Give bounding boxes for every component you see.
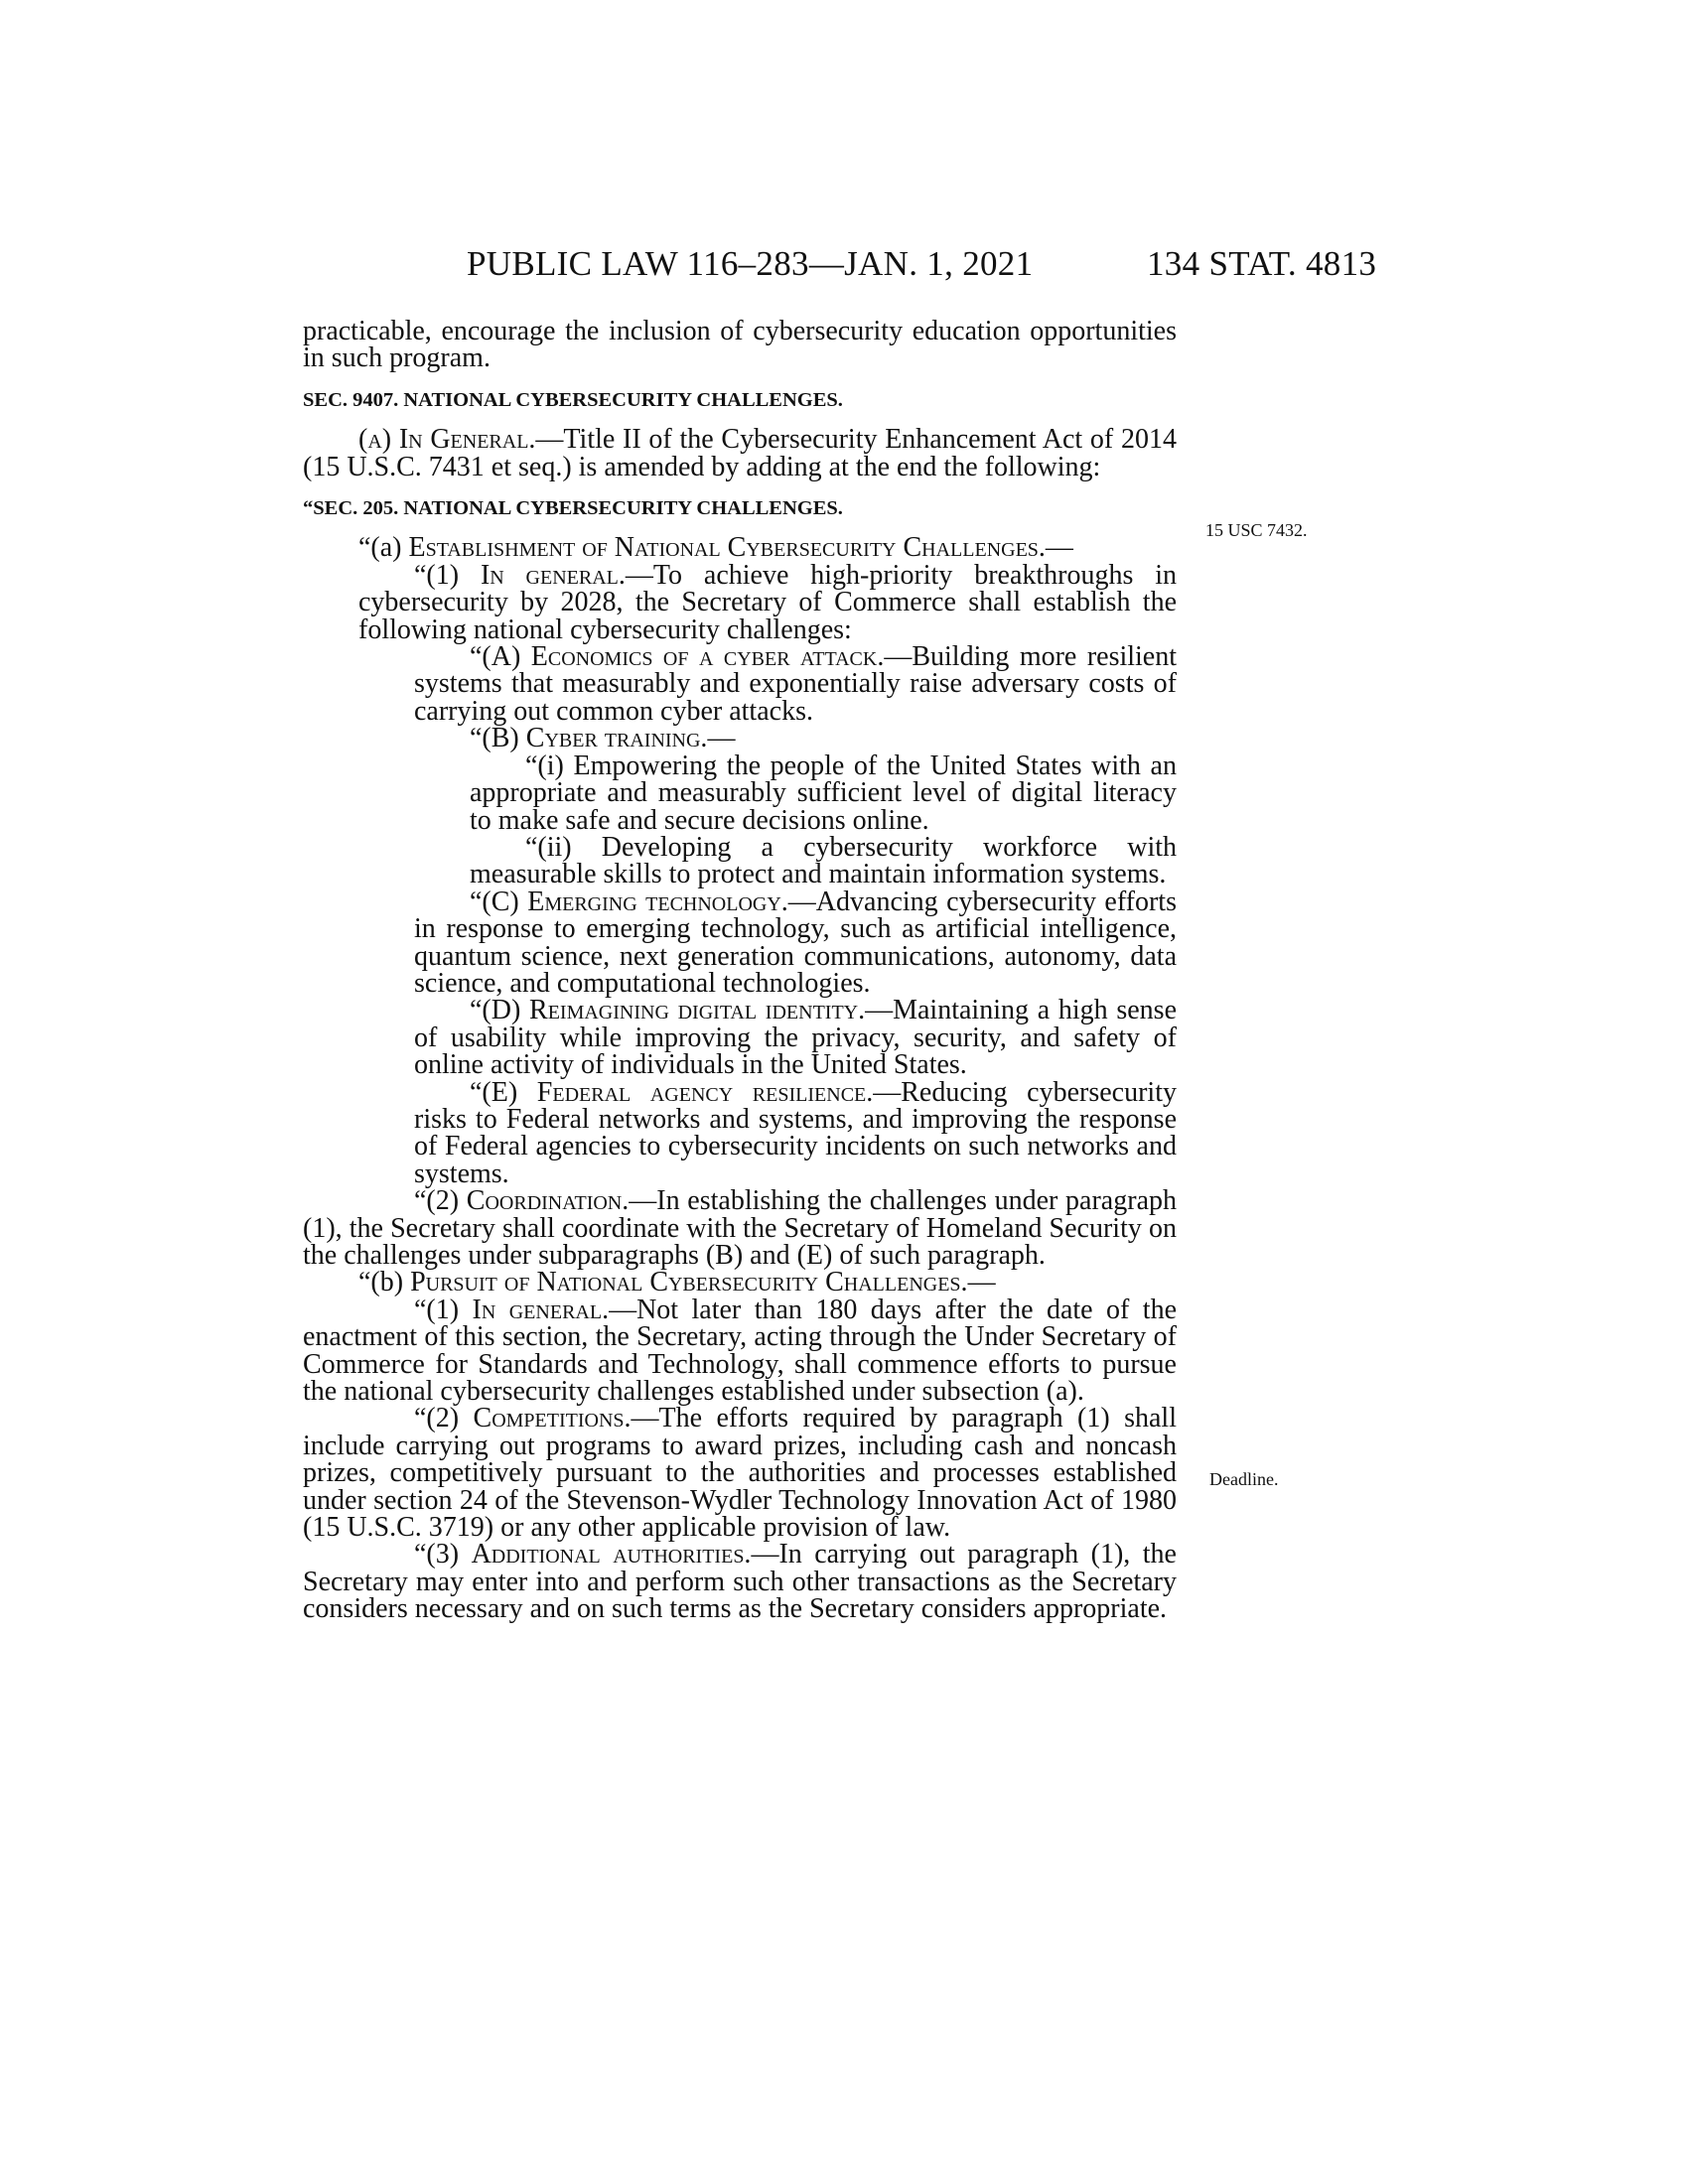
sidenote-usc-citation: 15 USC 7432. (1205, 520, 1308, 540)
subparagraph-B-dash: — (707, 723, 736, 754)
subsection-a (303, 426, 1177, 480)
document-body (303, 318, 1177, 1623)
page-header-law: PUBLIC LAW 116–283—JAN. 1, 2021 (467, 244, 1034, 283)
quoted-subsection-b-number: “(b) (358, 1267, 411, 1298)
paragraph-a-2-text: —In establishing the challenges under paragraph (1), the Secretary shall coordinate with the Secretary of Homeland Security on the challenges under subparagraphs (B) and (E) of such paragraph. (303, 1185, 1177, 1271)
subparagraph-C-number: “(C) (470, 886, 528, 917)
quoted-subsection-b-dash: — (967, 1267, 996, 1298)
section-heading-9407: SEC. 9407. NATIONAL CYBERSECURITY CHALLENGES. (303, 388, 843, 411)
paragraph-b-3-heading: Additional authorities. (471, 1539, 752, 1570)
subparagraph-C (303, 888, 1177, 998)
subparagraph-C-text: —Advancing cybersecurity efforts in response to emerging technology, such as artificial intelligence, quantum science, next generation communications, autonomy, data science, and computational technologies. (414, 886, 1177, 999)
paragraph-b-1-number: “(1) (414, 1294, 473, 1325)
paragraph-b-1-text: —Not later than 180 days after the date of the enactment of this section, the Secretary, acting through the Under Secretary of Commerce for Standards and Technology, shall commence efforts to pursue the national cybersecurity challenges established under subsection (a). (303, 1294, 1178, 1408)
paragraph-b-1 (303, 1294, 1178, 1408)
paragraph-a-2 (303, 1187, 1177, 1269)
paragraph-b-3-number: “(3) (414, 1539, 472, 1570)
subparagraph-D-heading: Reimagining digital identity. (529, 995, 866, 1026)
subparagraph-D-text: —Maintaining a high sense of usability while improving the privacy, security, and safety of online activity of individuals in the United States. (414, 995, 1177, 1081)
subparagraph-B-heading: Cyber training. (525, 723, 708, 754)
clause-B-ii: “(ii) Developing a cybersecurity workforce with measurable skills to protect and maintain information systems. (470, 831, 1177, 890)
subparagraph-A (303, 643, 1177, 725)
section-heading-205: “SEC. 205. NATIONAL CYBERSECURITY CHALLENGES. (303, 497, 843, 520)
quoted-subsection-a-dash: — (1045, 532, 1073, 564)
page-header-stat: 134 STAT. 4813 (1147, 244, 1377, 283)
subsection-a-text: —Title II of the Cybersecurity Enhancement Act of 2014 (15 U.S.C. 7431 et seq.) is amended by adding at the end the following: (303, 424, 1177, 482)
subsection-a-heading: (a) In General. (358, 424, 536, 456)
paragraph-b-3-text: —In carrying out paragraph (1), the Secretary may enter into and perform such other transactions as the Secretary considers necessary and on such terms as the Secretary considers appropriate. (303, 1539, 1177, 1625)
paragraph-b-3 (303, 1539, 1177, 1625)
paragraph-b-2-heading: Competitions. (473, 1403, 632, 1434)
subparagraph-A-text: —Building more resilient systems that measurably and exponentially raise adversary costs of carrying out common cyber attacks. (414, 641, 1178, 727)
clause-B-i: “(i) Empowering the people of the United States with an appropriate and measurably sufficient level of digital literacy to make safe and secure decisions online. (470, 750, 1177, 836)
subparagraph-B-number: “(B) (470, 723, 526, 754)
paragraph-b-1-heading: In general. (472, 1294, 610, 1325)
sidenote-deadline: Deadline. (1209, 1469, 1279, 1489)
paragraph-b-2-number: “(2) (414, 1403, 474, 1434)
paragraph-a-2-number: “(2) (414, 1185, 467, 1217)
quoted-subsection-a (303, 532, 1177, 564)
paragraph-a-1 (303, 559, 1178, 645)
paragraph-intro-continuation: practicable, encourage the inclusion of cybersecurity education opportunities in such program. (303, 316, 1177, 374)
subparagraph-D-number: “(D) (470, 995, 530, 1026)
paragraph-a-2-heading: Coordination. (466, 1185, 630, 1217)
quoted-subsection-a-number: “(a) (358, 532, 409, 564)
paragraph-b-2 (303, 1403, 1177, 1544)
quoted-subsection-b-heading: Pursuit of National Cybersecurity Challenges. (410, 1267, 968, 1298)
subparagraph-E (303, 1076, 1177, 1189)
subparagraph-B (303, 723, 1177, 754)
quoted-subsection-b (303, 1269, 1177, 1296)
subparagraph-C-heading: Emerging technology. (527, 886, 788, 917)
paragraph-a-1-heading: In general. (480, 559, 626, 591)
subparagraph-E-number: “(E) (470, 1076, 537, 1108)
paragraph-b-2-text: —The efforts required by paragraph (1) shall include carrying out programs to award prizes, including cash and noncash prizes, competitively pursuant to the authorities and processes established under section 24 of the Stevenson-Wydler Technology Innovation Act of 1980 (15 U.S.C. 3719) or any other applicable provision of law. (303, 1403, 1177, 1544)
subparagraph-A-number: “(A) (470, 641, 531, 673)
paragraph-a-1-number: “(1) (414, 559, 481, 591)
paragraph-a-1-text: —To achieve high-priority breakthroughs in cybersecurity by 2028, the Secretary of Commerce shall establish the following national cybersecurity challenges: (358, 559, 1178, 645)
subparagraph-D (303, 995, 1177, 1081)
subparagraph-A-heading: Economics of a cyber attack. (530, 641, 885, 673)
subparagraph-E-heading: Federal agency resilience. (536, 1076, 874, 1108)
quoted-subsection-a-heading: Establishment of National Cybersecurity Challenges. (408, 532, 1046, 564)
subparagraph-E-text: —Reducing cybersecurity risks to Federal networks and systems, and improving the response of Federal agencies to cybersecurity incidents on such networks and systems. (414, 1076, 1177, 1189)
